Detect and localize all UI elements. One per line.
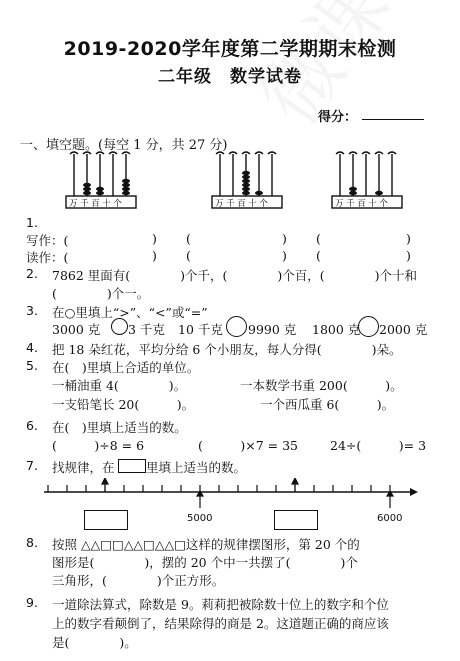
q3-item-c-right: 2000 克	[379, 322, 428, 337]
q3-compare-circle-2[interactable]	[226, 316, 247, 337]
q3-item-a-right: 3 千克	[128, 322, 165, 337]
q6-item-b: ( )×7 = 35	[198, 438, 299, 453]
section-heading: 一、填空题。(每空 1 分，共 27 分)	[20, 138, 228, 153]
q6-item-a: ( )÷8 = 6	[52, 438, 145, 453]
q1-write-close-2[interactable]: )	[282, 231, 287, 246]
q1-number: 1.	[26, 215, 38, 230]
abacus-label-1: 万千百十个	[69, 199, 125, 209]
q5-item-c: 一支铅笔长 20( )。	[52, 397, 195, 412]
score-field[interactable]	[362, 119, 424, 120]
q7-tick-6000: 6000	[377, 513, 403, 524]
abacus-figure-3	[330, 150, 408, 212]
q7-tick-5000: 5000	[187, 513, 213, 524]
q3-compare-circle-1[interactable]	[111, 318, 128, 335]
q9-line2: 上的数字看颠倒了，结果除得的商是 2。这道题正确的商应该	[52, 616, 389, 631]
q9-line1: 一道除法算式，除数是 9。莉莉把被除数十位上的数字和个位	[52, 597, 389, 612]
q1-read-open-3[interactable]: (	[316, 248, 321, 263]
q1-write-close-1[interactable]: )	[152, 231, 157, 246]
q9-number: 9.	[26, 595, 38, 610]
q1-write-label: 写作：(	[26, 233, 69, 248]
q5-item-d: 一个西瓜重 6( )。	[260, 397, 395, 412]
q1-write-open-2[interactable]: (	[186, 231, 191, 246]
q3-compare-circle-3[interactable]	[358, 316, 379, 337]
q1-read-close-2[interactable]: )	[282, 248, 287, 263]
q1-read-open-2[interactable]: (	[186, 248, 191, 263]
exam-title: 2019-2020学年度第二学期期末检测	[63, 38, 397, 60]
q2-line1: 7862 里面有( )个千，( )个百，( )个十和	[52, 268, 418, 283]
exam-subtitle: 二年级 数学试卷	[158, 67, 302, 87]
abacus-label-3: 万千百十个	[335, 199, 391, 209]
q7-box-icon	[118, 459, 146, 473]
q2-number: 2.	[26, 266, 38, 281]
q3-number: 3.	[26, 303, 38, 318]
q7-answer-box-1[interactable]	[84, 510, 128, 530]
q1-write-close-3[interactable]: )	[406, 231, 411, 246]
q3-item-b-left: 10 千克	[178, 322, 223, 337]
q3-item-a-left: 3000 克	[52, 322, 101, 337]
q5-item-b: 一本数学书重 200( )。	[240, 378, 403, 393]
q8-line3: 三角形，( )个正方形。	[52, 573, 225, 588]
q3-item-c-left: 1800 克	[312, 322, 361, 337]
q8-line2: 图形是( )，摆的 20 个中一共摆了( )个	[52, 555, 358, 570]
q8-number: 8.	[26, 535, 38, 550]
q6-item-c: 24÷( )= 3	[330, 438, 427, 453]
q5-number: 5.	[26, 358, 38, 373]
q1-read-close-1[interactable]: )	[152, 248, 157, 263]
abacus-figure-1	[64, 150, 142, 212]
q7-number: 7.	[26, 458, 38, 473]
q5-head: 在( )里填上合适的单位。	[52, 360, 200, 375]
q1-read-label: 读作：(	[26, 250, 69, 265]
abacus-figure-2	[210, 150, 288, 212]
q5-item-a: 一桶油重 4( )。	[52, 378, 187, 393]
q3-line1: 在○里填上“>”、“<”或“=”	[52, 305, 208, 320]
score-label: 得分：	[318, 110, 358, 125]
q7-text-after: 里填上适当的数。	[146, 460, 247, 475]
q2-line2: ( )个一。	[52, 286, 150, 301]
q6-number: 6.	[26, 418, 38, 433]
q9-line3: 是( )。	[52, 635, 137, 650]
q6-head: 在( )里填上适当的数。	[52, 420, 187, 435]
q7-answer-box-2[interactable]	[274, 510, 318, 530]
q1-write-open-3[interactable]: (	[316, 231, 321, 246]
q4-number: 4.	[26, 340, 38, 355]
q3-item-b-right: 9990 克	[248, 322, 297, 337]
abacus-label-2: 万千百十个	[215, 199, 271, 209]
q7-text-before: 找规律，在	[52, 460, 115, 475]
q4-text: 把 18 朵红花，平均分给 6 个小朋友，每人分得( )朵。	[52, 342, 402, 357]
q1-read-close-3[interactable]: )	[406, 248, 411, 263]
q8-line1: 按照 △△□□△△□△△□这样的规律摆图形，第 20 个的	[52, 537, 360, 552]
